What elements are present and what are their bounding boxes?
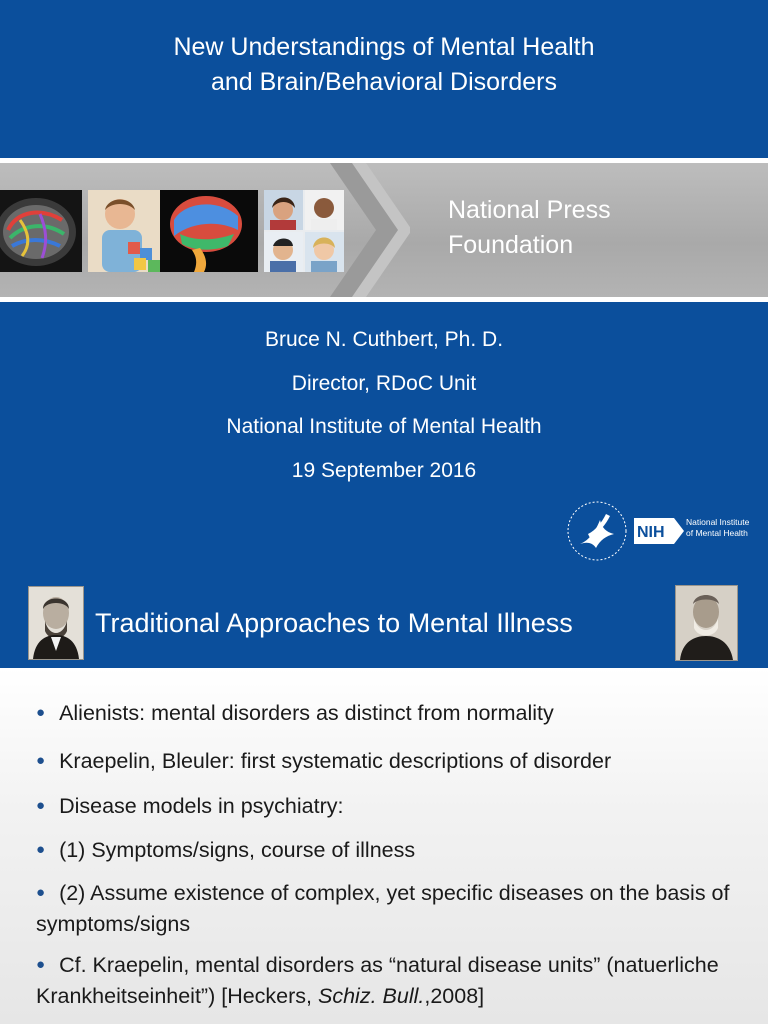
bullet-journal: Schiz. Bull. bbox=[318, 984, 425, 1008]
bullet-dot-icon: ● bbox=[36, 841, 46, 858]
nih-institute-name bbox=[686, 517, 749, 539]
bleuler-portrait-image bbox=[675, 585, 738, 661]
kraepelin-portrait-image bbox=[28, 586, 84, 660]
bullet-item bbox=[36, 699, 736, 730]
nih-badge-icon bbox=[634, 518, 684, 544]
presentation-title bbox=[0, 30, 768, 100]
slide2-title: Traditional Approaches to Mental Illness bbox=[95, 608, 573, 638]
chevron-arrow-icon bbox=[330, 163, 410, 297]
bullet-item bbox=[36, 836, 736, 867]
bullet-item bbox=[36, 792, 736, 823]
image-band bbox=[0, 158, 768, 302]
nih-name-line-1: National Institute bbox=[686, 517, 750, 527]
presentation-date: 19 September 2016 bbox=[291, 458, 477, 482]
bullet-item bbox=[36, 747, 736, 778]
bullet-year: ,2008] bbox=[424, 984, 485, 1008]
presenter-role: Director, RDoC Unit bbox=[291, 371, 477, 395]
slide2-body bbox=[0, 668, 768, 1024]
bullet-text: Disease models in psychiatry: bbox=[59, 794, 344, 818]
title-line-1: New Understandings of Mental Health bbox=[173, 33, 595, 61]
bullet-text: (2) Assume existence of complex, yet specific diseases on the basis of symptoms/signs bbox=[36, 881, 730, 936]
presenter-name: Bruce N. Cuthbert, Ph. D. bbox=[264, 328, 504, 351]
slide2-header bbox=[0, 580, 768, 668]
child-and-brain-image bbox=[88, 190, 258, 272]
venue-line-1: National Press bbox=[448, 196, 611, 224]
venue-label bbox=[448, 193, 611, 263]
bullet-item bbox=[36, 879, 736, 938]
title-line-2: and Brain/Behavioral Disorders bbox=[210, 68, 557, 96]
bullet-dot-icon: ● bbox=[36, 752, 46, 769]
bullet-text: (1) Symptoms/signs, course of illness bbox=[59, 838, 416, 862]
bullet-text: Cf. Kraepelin, mental disorders as “natural disease units” (natuerliche Krankheitseinheit”) [Heckers, bbox=[36, 953, 719, 1008]
bullet-dot-icon: ● bbox=[36, 797, 46, 814]
bullet-dot-icon: ● bbox=[36, 956, 46, 973]
institute-name: National Institute of Mental Health bbox=[226, 415, 542, 438]
hhs-eagle-logo-icon bbox=[566, 500, 628, 562]
bullet-dot-icon: ● bbox=[36, 704, 46, 721]
brain-scan-image bbox=[0, 190, 82, 272]
nih-name-line-2: of Mental Health bbox=[686, 528, 748, 538]
nih-badge-text: NIH bbox=[637, 524, 665, 541]
presenter-info bbox=[0, 322, 768, 496]
bullet-item bbox=[36, 951, 736, 1010]
bullet-text: Kraepelin, Bleuler: first systematic descriptions of disorder bbox=[59, 749, 612, 773]
bullet-dot-icon: ● bbox=[36, 884, 46, 901]
venue-line-2: Foundation bbox=[448, 231, 574, 259]
hhs-nih-logos bbox=[566, 500, 766, 562]
bullet-text: Alienists: mental disorders as distinct from normality bbox=[59, 701, 554, 725]
